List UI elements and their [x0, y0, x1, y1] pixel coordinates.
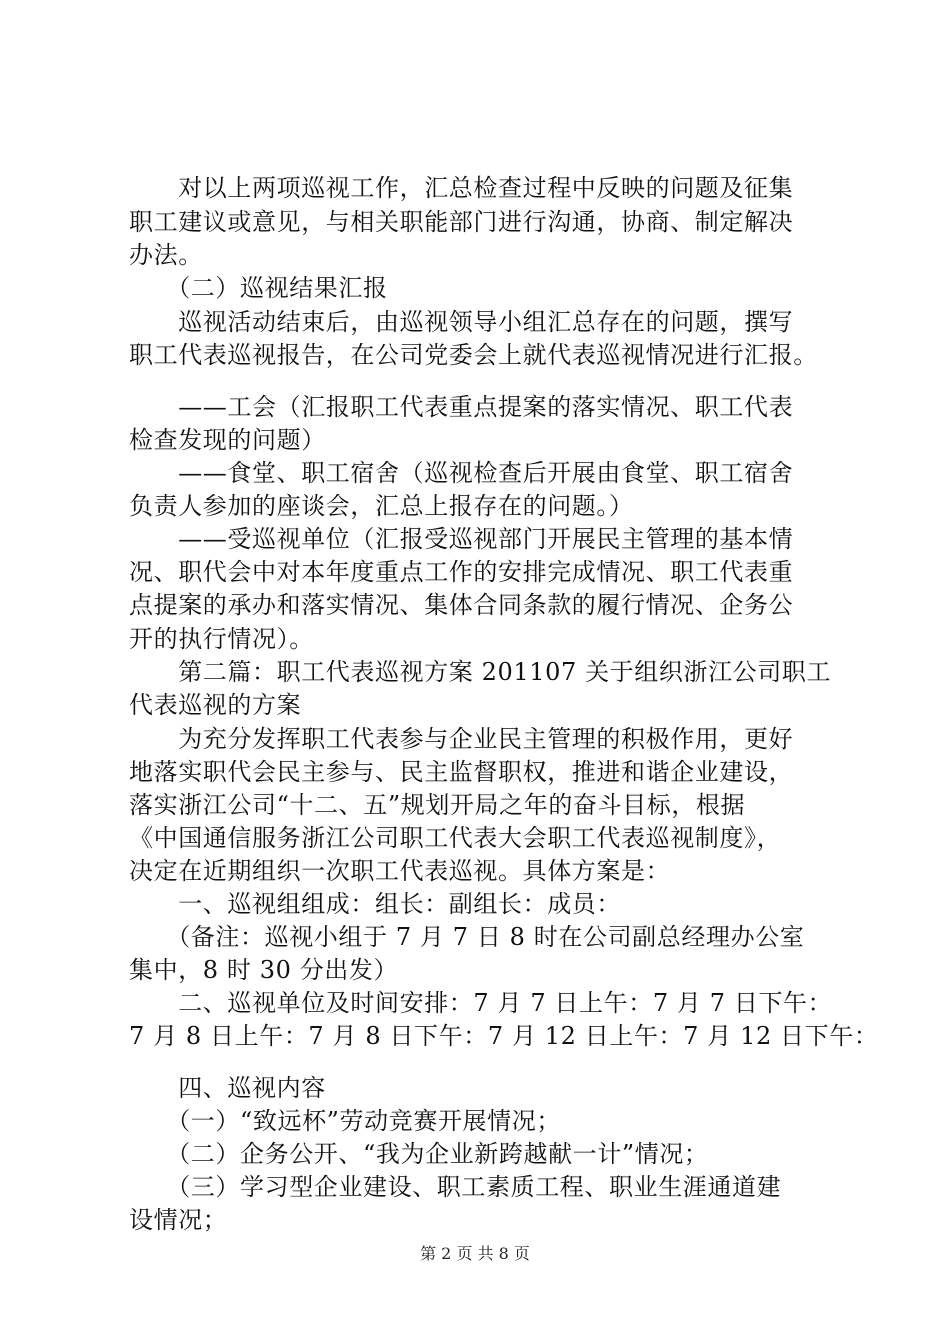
- section-heading: （二）巡视结果汇报: [129, 274, 388, 302]
- text-line: 二、巡视单位及时间安排：7 月 7 日上午：7 月 7 日下午：: [129, 989, 833, 1017]
- text-line: 负责人参加的座谈会，汇总上报存在的问题。）: [129, 492, 634, 520]
- text-line: 职工代表巡视报告，在公司党委会上就代表巡视情况进行汇报。: [129, 341, 818, 369]
- text-line: 地落实职代会民主参与、民主监督职权，推进和谐企业建设，: [129, 758, 794, 786]
- chapter-heading: 第二篇：职工代表巡视方案 201107 关于组织浙江公司职工: [129, 658, 832, 686]
- text-line: 落实浙江公司“十二、五”规划开局之年的奋斗目标，根据: [129, 791, 746, 819]
- text-line: 检查发现的问题）: [129, 426, 326, 454]
- text-line: 点提案的承办和落实情况、集体合同条款的履行情况、企务公: [129, 591, 794, 619]
- text-line: 一、巡视组组成：组长：副组长：成员：: [129, 890, 621, 918]
- text-line: （二）企务公开、“我为企业新跨越献一计”情况；: [129, 1140, 709, 1168]
- text-line: 为充分发挥职工代表参与企业民主管理的积极作用，更好: [129, 725, 794, 753]
- text-line: 《中国通信服务浙江公司职工代表大会职工代表巡视制度》，: [129, 824, 782, 852]
- chapter-heading: 代表巡视的方案: [129, 691, 302, 719]
- text-line: 况、职代会中对本年度重点工作的安排完成情况、职工代表重: [129, 558, 794, 586]
- text-line: 巡视活动结束后，由巡视领导小组汇总存在的问题，撰写: [129, 308, 794, 336]
- text-line: 职工建议或意见，与相关职能部门进行沟通，协商、制定解决: [129, 208, 794, 236]
- page-number: 第 2 页 共 8 页: [420, 1244, 530, 1263]
- section-heading: 四、巡视内容: [129, 1074, 326, 1102]
- text-line: 决定在近期组织一次职工代表巡视。具体方案是：: [129, 857, 671, 885]
- text-line: （一）“致远杯”劳动竞赛开展情况；: [129, 1107, 561, 1135]
- text-line: 办法。: [129, 241, 203, 269]
- text-line: 对以上两项巡视工作，汇总检查过程中反映的问题及征集: [129, 174, 794, 202]
- text-line: 集中，8 时 30 分出发）: [129, 956, 399, 984]
- text-line: 开的执行情况）。: [129, 625, 314, 653]
- text-line: 设情况；: [129, 1206, 228, 1234]
- text-line: 7 月 8 日上午：7 月 8 日下午：7 月 12 日上午：7 月 12 日下午：: [129, 1022, 879, 1050]
- text-line: ——食堂、职工宿舍（巡视检查后开展由食堂、职工宿舍: [129, 459, 794, 487]
- text-line: （备注：巡视小组于 7 月 7 日 8 时在公司副总经理办公室: [129, 923, 805, 951]
- text-line: （三）学习型企业建设、职工素质工程、职业生涯通道建: [129, 1173, 782, 1201]
- text-line: ——受巡视单位（汇报受巡视部门开展民主管理的基本情: [129, 525, 794, 553]
- text-line: ——工会（汇报职工代表重点提案的落实情况、职工代表: [129, 393, 794, 421]
